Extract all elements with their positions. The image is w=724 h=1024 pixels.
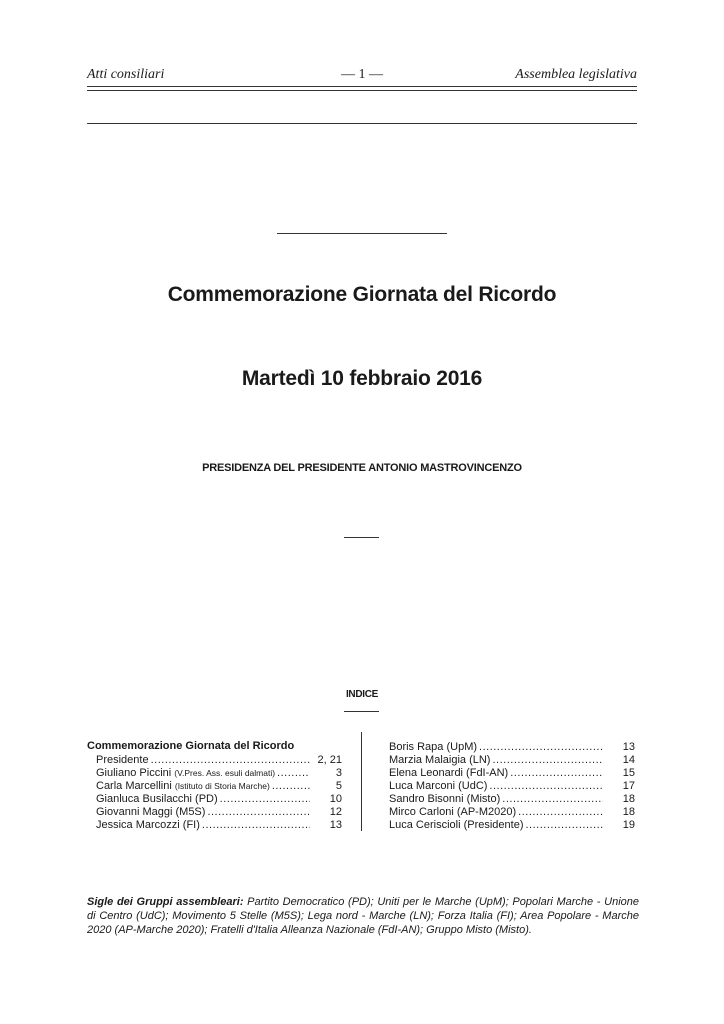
index-entry <box>389 793 635 806</box>
index-entry-note: (Istituto di Storia Marche) <box>174 781 270 791</box>
leader-dots <box>492 754 603 767</box>
index-entry <box>96 819 342 832</box>
index-entry <box>96 767 342 780</box>
leader-dots <box>202 819 310 832</box>
leader-dots <box>526 819 604 832</box>
index-entry <box>389 754 635 767</box>
index-entry-page: 19 <box>622 819 635 831</box>
index-entry-name: Luca Ceriscioli (Presidente) <box>389 819 524 831</box>
index-entry <box>96 793 342 806</box>
leader-dots <box>518 806 603 819</box>
index-entry-page: 10 <box>329 793 342 805</box>
leader-dots <box>489 780 603 793</box>
index-entry-name: Luca Marconi (UdC) <box>389 780 488 792</box>
leader-dots <box>510 767 603 780</box>
index-entry-page: 12 <box>329 806 342 818</box>
index-entry <box>389 767 635 780</box>
index-entry-page: 14 <box>622 754 635 766</box>
index-entry-note: (V.Pres. Ass. esuli dalmati) <box>174 768 276 778</box>
leader-dots <box>502 793 603 806</box>
running-header-left: Atti consiliari <box>87 67 165 82</box>
index-entry <box>389 806 635 819</box>
index-divider <box>344 711 379 712</box>
index-entry-page: 17 <box>622 780 635 792</box>
index-entry <box>389 741 635 754</box>
index-entry <box>389 780 635 793</box>
index-entry-page: 5 <box>335 780 342 792</box>
index-entry-name: Elena Leonardi (FdI-AN) <box>389 767 509 779</box>
index-entry-page: 18 <box>622 793 635 805</box>
index-entry-page: 18 <box>622 806 635 818</box>
index-column-divider <box>361 732 362 831</box>
leader-dots <box>151 754 310 767</box>
index-entry-name: Boris Rapa (UpM) <box>389 741 478 753</box>
running-header-right: Assemblea legislativa <box>515 67 637 82</box>
index-entry-name: Gianluca Busilacchi (PD) <box>96 793 218 805</box>
index-entry-name: Sandro Bisonni (Misto) <box>389 793 501 805</box>
leader-dots <box>220 793 310 806</box>
group-abbreviations-label: Sigle dei Gruppi assembleari: <box>87 896 244 908</box>
index-entry-page: 2, 21 <box>317 754 342 766</box>
index-entry-name: Jessica Marcozzi (FI) <box>96 819 200 831</box>
index-entry-name: Presidente <box>96 754 149 766</box>
presidency-line: PRESIDENZA DEL PRESIDENTE ANTONIO MASTROVINCENZO <box>202 462 522 474</box>
index-entry-page: 13 <box>622 741 635 753</box>
header-rule-double <box>87 90 637 91</box>
index-entry <box>96 806 342 819</box>
leader-dots <box>479 741 603 754</box>
index-label: INDICE <box>345 689 379 700</box>
index-entry-name: Marzia Malaigia (LN) <box>389 754 491 766</box>
header-rule-bottom <box>87 123 637 124</box>
section-divider <box>344 537 379 538</box>
index-entry-name: Giovanni Maggi (M5S) <box>96 806 206 818</box>
index-entry <box>96 754 342 767</box>
index-entry <box>389 819 635 832</box>
index-entry-page: 15 <box>622 767 635 779</box>
index-entry-page: 3 <box>335 767 342 779</box>
group-abbreviations-note <box>87 895 639 937</box>
title-divider <box>277 233 447 234</box>
leader-dots <box>207 806 310 819</box>
index-entry <box>96 780 342 793</box>
index-entry-page: 13 <box>329 819 342 831</box>
header-rule-top <box>87 86 637 87</box>
document-title: Commemorazione Giornata del Ricordo <box>167 283 557 306</box>
index-entry-name: Giuliano Piccini <box>96 767 172 779</box>
leader-dots <box>277 767 310 780</box>
session-date: Martedì 10 febbraio 2016 <box>241 367 483 390</box>
index-heading: Commemorazione Giornata del Ricordo <box>87 740 295 752</box>
group-abbreviations-text: Partito Democratico (PD); Uniti per le Marche (UpM); Popolari Marche - Unione di Centro (UdC); Movimento 5 Stelle (M5S); Lega nord - Marche (LN); Forza Italia (FI); Area Popolare - Marche 2020 (AP-Marche 2020); Fratelli d'Italia Alleanza Nazionale (FdI-AN); Gruppo Misto (Misto). <box>87 896 639 936</box>
index-entry-name: Mirco Carloni (AP-M2020) <box>389 806 517 818</box>
page-number: — 1 — <box>341 67 383 82</box>
index-entry-name: Carla Marcellini <box>96 780 172 792</box>
leader-dots <box>272 780 310 793</box>
